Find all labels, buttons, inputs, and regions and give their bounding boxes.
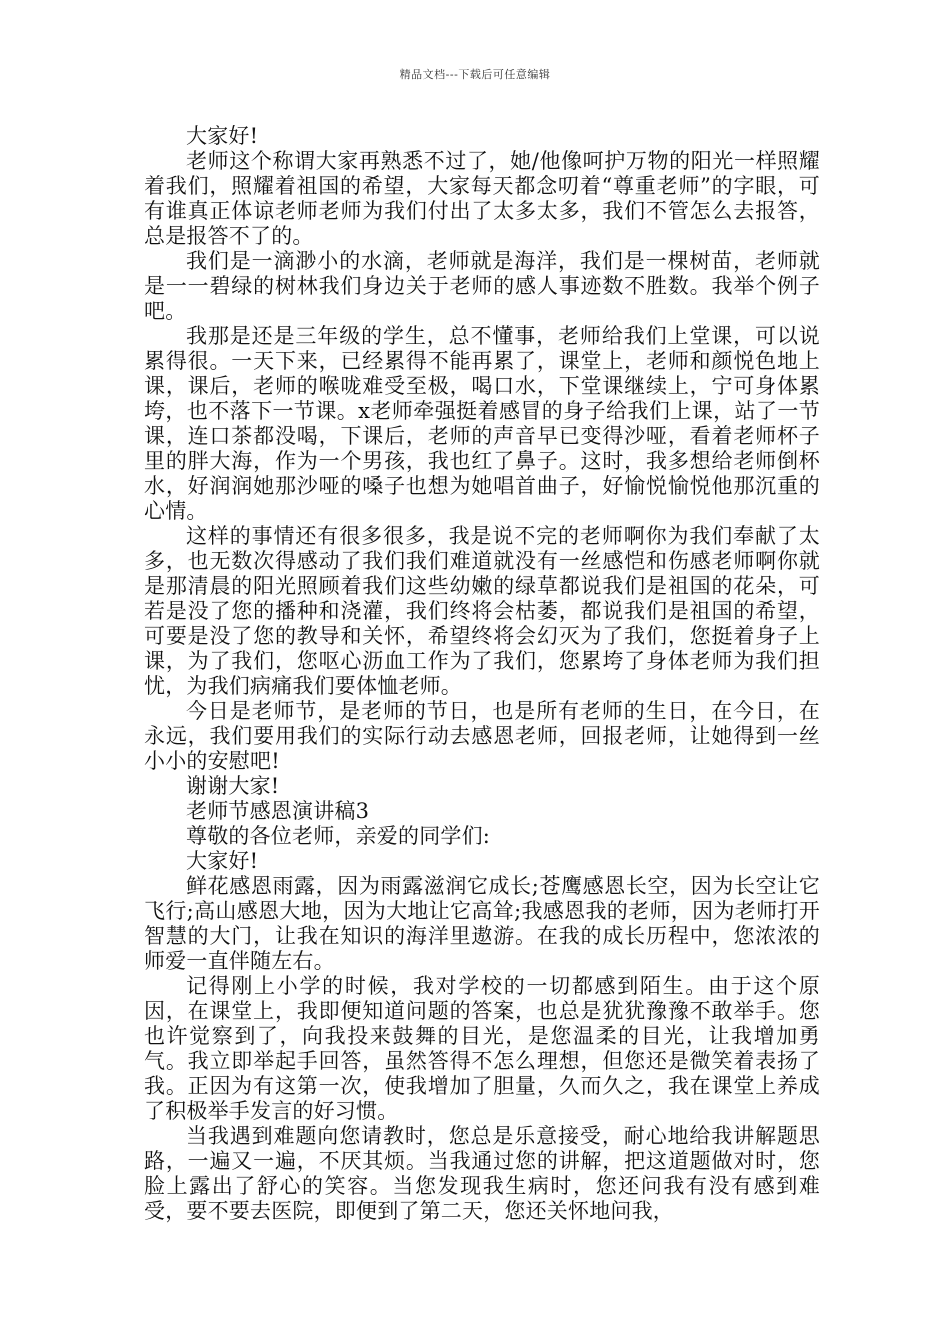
document-body bbox=[144, 124, 820, 1224]
body-paragraph: 鲜花感恩雨露，因为雨露滋润它成长;苍鹰感恩长空，因为长空让它飞行;高山感恩大地，因为大地让它高耸;我感恩我的老师，因为老师打开智慧的大门，让我在知识的海洋里遨游。在我的成长历程中，您浓浓的师爱一直伴随左右。 bbox=[144, 874, 820, 973]
body-paragraph: 我们是一滴渺小的水滴，老师就是海洋，我们是一棵树苗，老师就是一一碧绿的树林我们身边关于老师的感人事迹数不胜数。我举个例子吧。 bbox=[144, 249, 820, 323]
page-header: 精品文档---下载后可任意编辑 bbox=[399, 68, 551, 81]
body-paragraph: 记得刚上小学的时候，我对学校的一切都感到陌生。由于这个原因，在课堂上，我即便知道问题的答案，也总是犹犹豫豫不敢举手。您也许觉察到了，向我投来鼓舞的目光，是您温柔的目光，让我增加勇气。我立即举起手回答，虽然答得不怎么理想，但您还是微笑着表扬了我。正因为有这第一次，使我增加了胆量，久而久之，我在课堂上养成了积极举手发言的好习惯。 bbox=[144, 974, 820, 1123]
greeting-paragraph: 大家好! bbox=[186, 849, 259, 873]
body-paragraph: 我那是还是三年级的学生，总不懂事，老师给我们上堂课，可以说累得很。一天下来，已经累得不能再累了，课堂上，老师和颜悦色地上课，课后，老师的喉咙难受至极，喝口水，下堂课继续上，宁可身体累垮，也不落下一节课。x老师牵强挺着感冒的身子给我们上课，站了一节课，连口茶都没喝，下课后，老师的声音早已变得沙哑，看着老师杯子里的胖大海，作为一个男孩，我也红了鼻子。这时，我多想给老师倒杯水，好润润她那沙哑的嗓子也想为她唱首曲子，好愉悦愉悦他那沉重的心情。 bbox=[144, 324, 820, 523]
closing-line: 谢谢大家! bbox=[186, 774, 280, 798]
body-paragraph: 今日是老师节，是老师的节日，也是所有老师的生日，在今日，在永远，我们要用我们的实际行动去感恩老师，回报老师，让她得到一丝小小的安慰吧! bbox=[144, 699, 820, 773]
body-paragraph: 当我遇到难题向您请教时，您总是乐意接受，耐心地给我讲解题思路，一遍又一遍，不厌其烦。当我通过您的讲解，把这道题做对时，您脸上露出了舒心的笑容。当您发现我生病时，您还问我有没有感到难受，要不要去医院，即便到了第二天，您还关怀地问我， bbox=[144, 1124, 820, 1223]
speech-title: 老师节感恩演讲稿3 bbox=[186, 799, 370, 823]
body-paragraph: 老师这个称谓大家再熟悉不过了，她/他像呵护万物的阳光一样照耀着我们，照耀着祖国的希望，大家每天都念叨着“尊重老师”的字眼，可有谁真正体谅老师老师为我们付出了太多太多，我们不管怎么去报答，总是报答不了的。 bbox=[144, 149, 820, 248]
salutation: 尊敬的各位老师，亲爱的同学们: bbox=[186, 824, 491, 848]
greeting-paragraph: 大家好! bbox=[186, 124, 259, 148]
body-paragraph: 这样的事情还有很多很多，我是说不完的老师啊你为我们奉献了太多，也无数次得感动了我们我们难道就没有一丝感恺和伤感老师啊你就是那清晨的阳光照顾着我们这些幼嫩的绿草都说我们是祖国的花朵，可若是没了您的播种和浇灌，我们终将会枯萎，都说我们是祖国的希望，可要是没了您的教导和关怀，希望终将会幻灭为了我们，您挺着身子上课，为了我们，您呕心沥血工作为了我们，您累垮了身体老师为我们担忧，为我们病痛我们要体恤老师。 bbox=[144, 524, 820, 698]
